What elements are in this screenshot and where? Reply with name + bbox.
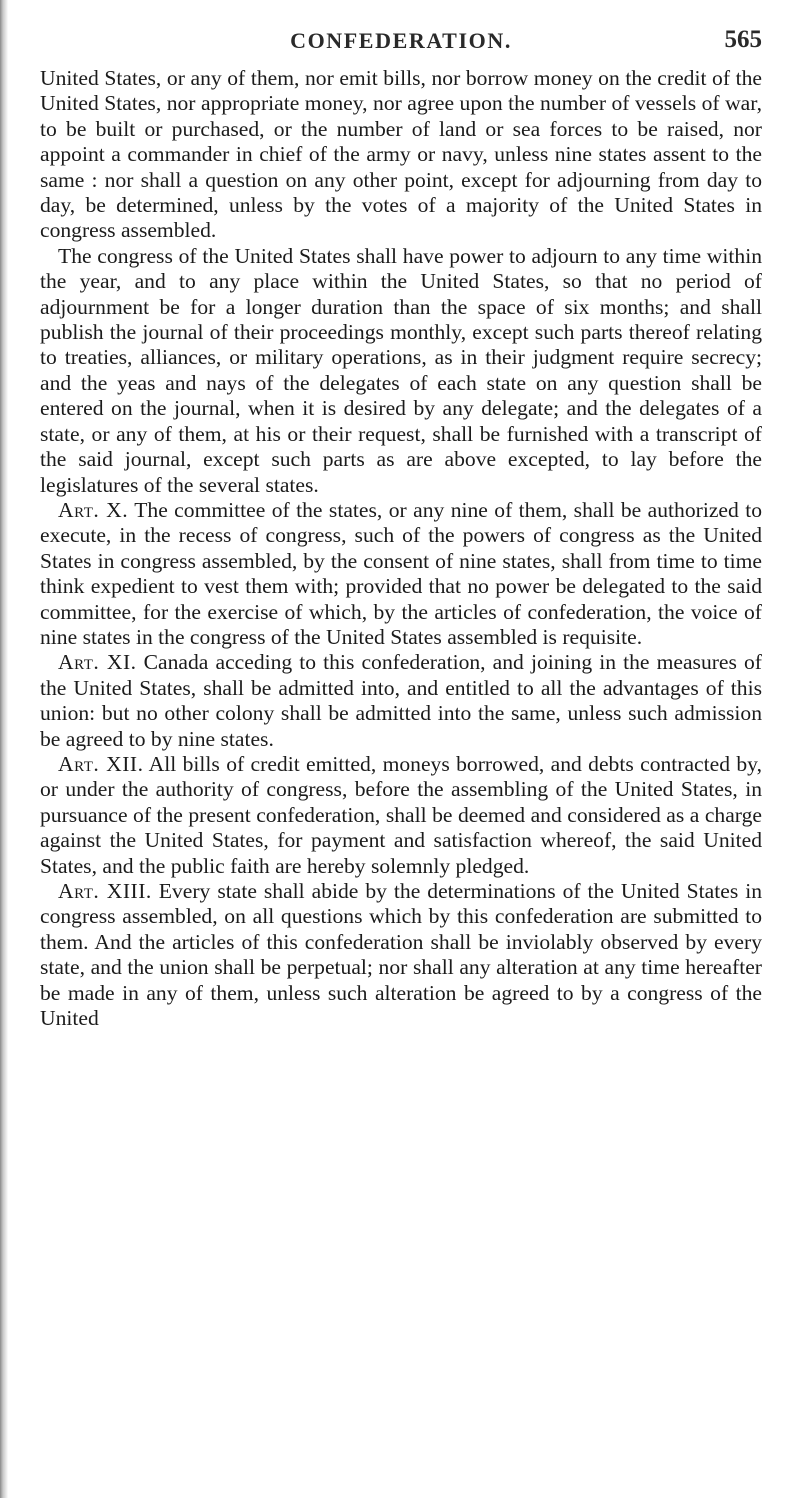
paragraph-text: All bills of credit emitted, moneys borrowed, and debts contracted by, or under the authority of congress, before the assembling of the United States, in pursuance of the present confederation, shall be deemed and considered as a charge against the United States, for payment and satisfaction whereof, the said United States, and the public faith are hereby solemnly pledged. — [40, 751, 762, 878]
body-text — [40, 66, 762, 1031]
book-page — [40, 22, 762, 1031]
article-xii — [40, 752, 762, 879]
paragraph-congress-adjourn — [40, 244, 762, 498]
paragraph-text: The congress of the United States shall have power to adjourn to any time within the year, and to any place within the United States, so that no period of adjournment be for a longer duration than the space of six months; and shall publish the journal of their proceedings monthly, except such parts thereof relating to treaties, alliances, or military operations, as in their judgment require secrecy; and the yeas and nays of the delegates of each state on any question shall be entered on the journal, when it is desired by any delegate; and the delegates of a state, or any of them, at his or their request, shall be furnished with a transcript of the said journal, except such parts as are above excepted, to lay before the legislatures of the several states. — [40, 243, 762, 497]
paragraph-text: The committee of the states, or any nine of them, shall be authorized to execute, in the recess of congress, such of the powers of congress as the United States in congress assembled, by the consent of nine states, shall from time to time think expedient to vest them with; provided that no power be delegated to the said committee, for the exercise of which, by the articles of confederation, the voice of nine states in the congress of the United States assembled is requisite. — [40, 497, 762, 649]
article-label: Art. XII. — [58, 751, 144, 776]
page-number: 565 — [724, 26, 762, 53]
running-head-title: CONFEDERATION. — [290, 28, 512, 53]
article-label: Art. XIII. — [58, 879, 152, 903]
paragraph-text: Every state shall abide by the determinations of the United States in congress assembled, on all questions which by this confederation are submitted to them. And the articles of this confederation shall be inviolably observed by every state, and the union shall be perpetual; nor shall any alteration at any time hereafter be made in any of them, unless such alteration be agreed to by a congress of the United — [40, 879, 762, 1031]
article-x — [40, 498, 762, 650]
paragraph-continuation — [40, 66, 762, 244]
paragraph-text: United States, or any of them, nor emit bills, nor borrow money on the credit of the United States, nor appropriate money, nor agree upon the number of vessels of war, to be built or purchased, or the number of land or sea forces to be raised, nor appoint a commander in chief of the army or navy, unless nine states assent to the same : nor shall a question on any other point, except for adjourning from day to day, be determined, unless by the votes of a majority of the United States in congress assembled. — [40, 66, 762, 243]
article-label: Art. X. — [58, 497, 129, 522]
article-label: Art. XI. — [58, 650, 137, 675]
page-binding-edge — [0, 0, 8, 1498]
running-head — [40, 22, 762, 66]
article-xiii — [40, 879, 762, 1031]
paragraph-text: Canada acceding to this confederation, and joining in the measures of the United States, shall be admitted into, and entitled to all the advantages of this union: but no other colony shall be admitted into the same, unless such admission be agreed to by nine states. — [40, 650, 762, 751]
article-xi — [40, 650, 762, 752]
